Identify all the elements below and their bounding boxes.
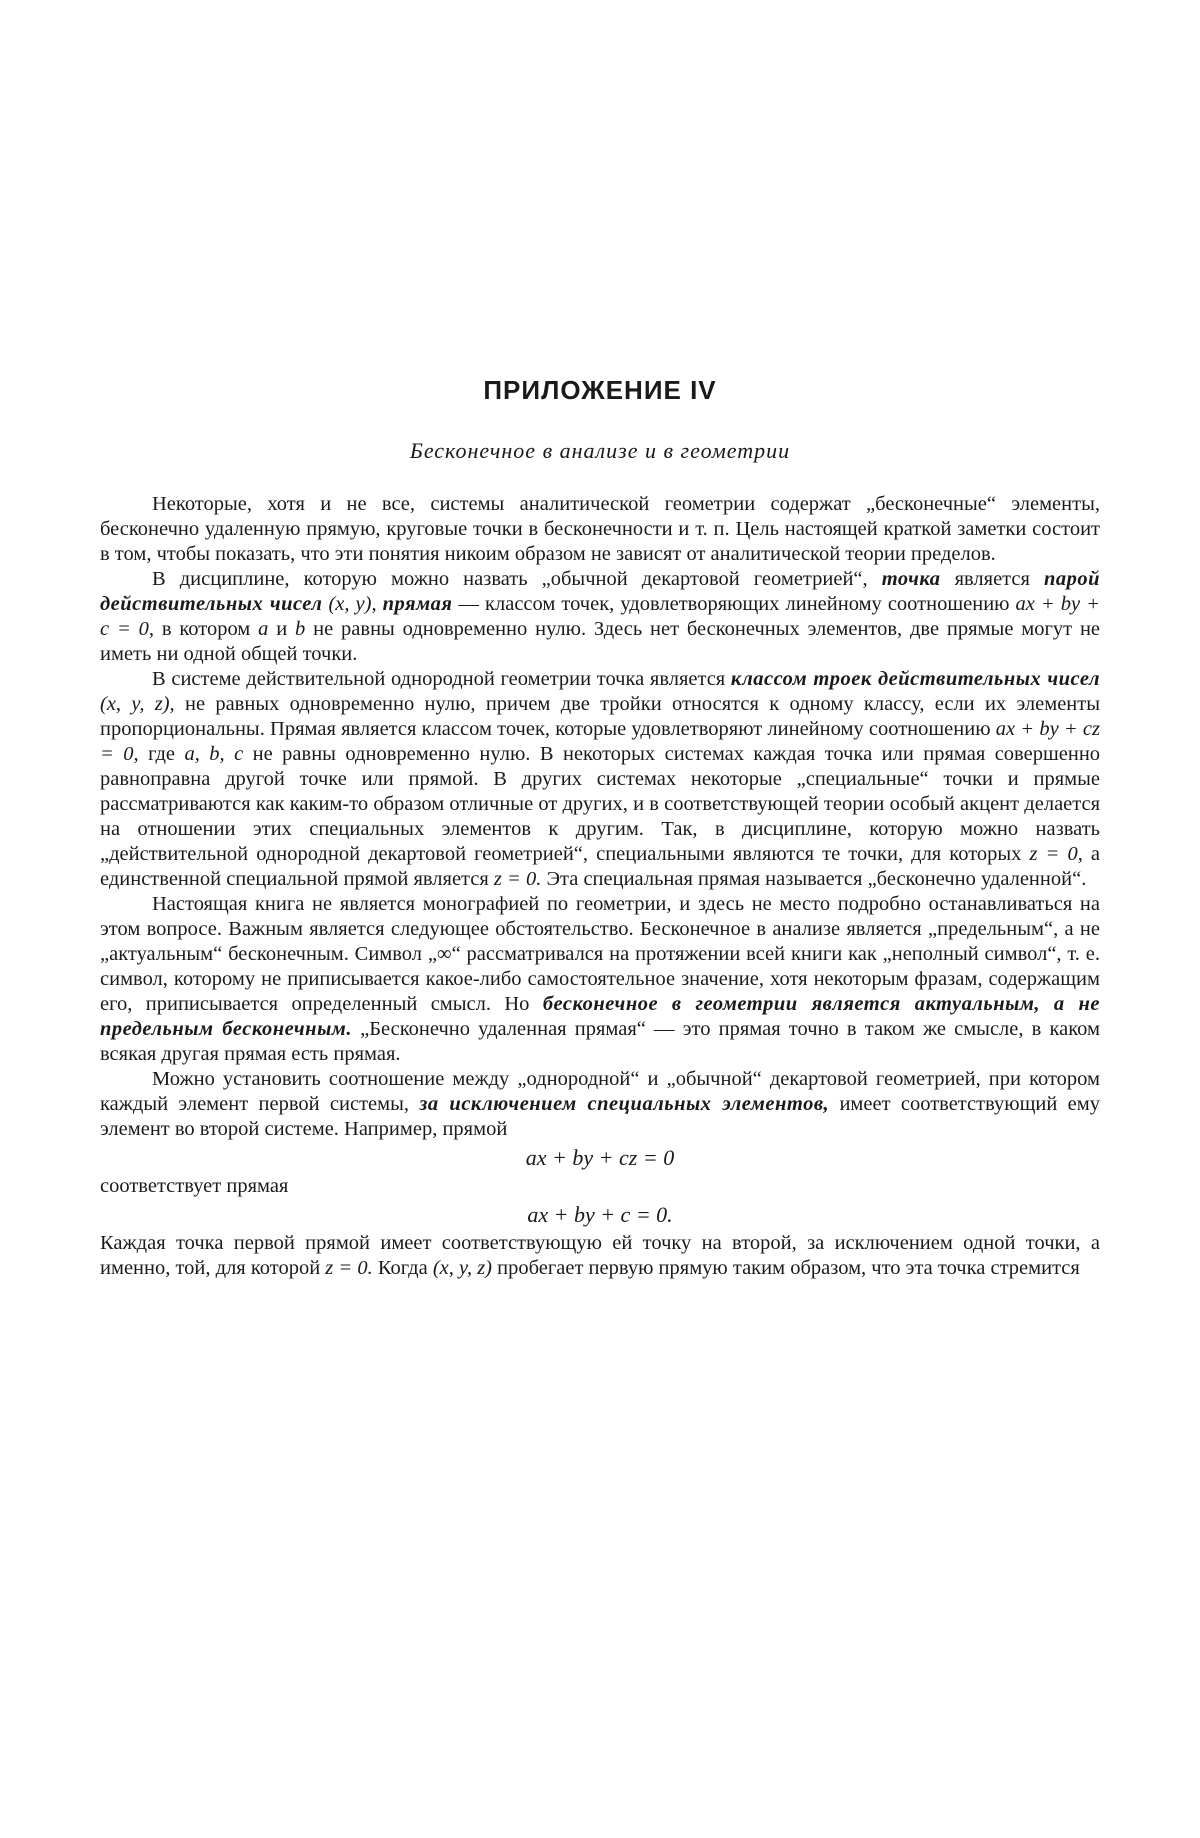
paragraph-7 bbox=[100, 1231, 1100, 1281]
math-span: a, b, c bbox=[184, 743, 244, 765]
text-span: является bbox=[954, 568, 1030, 590]
math-span: b bbox=[295, 618, 306, 640]
appendix-heading: ПРИЛОЖЕНИЕ IV bbox=[483, 375, 717, 405]
text-span: не равны одновременно нулю. В некоторых системах каждая точка или прямая совершенно равноправна другой точке или прямой. В других системах некоторые „специальные“ точки и прямые рассматриваются как каким-то образом отличные от других, и в соответствующей теории особый акцент делается на отношении этих специальных элементов к другим. Так, в дисциплине, которую можно назвать „действительной однородной декартовой геометрией“, специальными являются те точки, для которых bbox=[100, 743, 1101, 865]
math-span: (x, y), bbox=[328, 593, 377, 615]
emphasis-span: за исключением специальных элементов, bbox=[419, 1093, 830, 1115]
text-span: „Бесконечно удаленная прямая“ — это прямая точно в таком же смысле, в каком всякая другая прямая есть прямая. bbox=[100, 1018, 1101, 1065]
text-span: не равных одновременно нулю, причем две тройки относятся к одному классу, если их элементы пропорциональны. Прямая является классом точек, которые удовлетворяют линейному соотношению bbox=[100, 693, 1100, 740]
math-span: ax + by + c = 0, bbox=[100, 593, 1101, 640]
paragraph-2 bbox=[100, 567, 1100, 667]
math-span: z = 0, bbox=[1029, 843, 1083, 865]
formula-ordinary-line: ax + by + c = 0. bbox=[527, 1202, 673, 1227]
text-span: В дисциплине, которую можно назвать „обычной декартовой геометрией“, bbox=[152, 568, 868, 590]
text-span: В системе действительной однородной геометрии точка является bbox=[152, 668, 726, 690]
emphasis-span: прямая bbox=[382, 593, 453, 615]
text-span: — классом точек, удовлетворяющих линейному соотношению bbox=[458, 593, 1010, 615]
text-span: а единственной специальной прямой является bbox=[100, 843, 1101, 890]
paragraph-4 bbox=[100, 892, 1100, 1067]
body-text bbox=[100, 492, 1100, 1281]
emphasis-span: классом троек действительных чисел bbox=[730, 668, 1100, 690]
paragraph-5 bbox=[100, 1067, 1100, 1142]
text-span: где bbox=[148, 743, 176, 765]
formula-homogeneous-line: ax + by + cz = 0 bbox=[525, 1145, 675, 1170]
math-span: ax + by + cz = 0, bbox=[100, 718, 1100, 765]
emphasis-span: бесконечное в геометрии является актуальным, а не предельным бесконечным. bbox=[100, 993, 1100, 1040]
appendix-subtitle: Бесконечное в анализе и в геометрии bbox=[409, 438, 791, 463]
text-span: не равны одновременно нулю. Здесь нет бесконечных элементов, две прямые могут не иметь ни одной общей точки. bbox=[100, 618, 1101, 665]
math-span: a bbox=[258, 618, 269, 640]
text-span: Настоящая книга не является монографией по геометрии, и здесь не место подробно останавливаться на этом вопросе. Важным является следующее обстоятельство. Бесконечное в анализе является „предельным“, а не „актуальным“ бесконечным. Символ „∞“ рассматривался на протяжении всей книги как „неполный символ“, т. е. символ, которому не приписывается какое-либо самостоятельное значение, хотя некоторым фразам, содержащим его, приписывается определенный смысл. Но bbox=[100, 893, 1100, 1015]
paragraph-1: Некоторые, хотя и не все, системы аналитической геометрии содержат „бесконечные“ элементы, бесконечно удаленную прямую, круговые точки в бесконечности и т. п. Цель настоящей краткой заметки состоит в том, чтобы показать, что эти понятия никоим образом не зависят от аналитической теории пределов. bbox=[100, 493, 1100, 565]
text-span: Можно установить соотношение между „однородной“ и „обычной“ декартовой геометрией, при котором каждый элемент первой системы, bbox=[100, 1068, 1100, 1115]
emphasis-span: парой действительных чисел bbox=[100, 568, 1101, 615]
paragraph-3 bbox=[100, 667, 1100, 892]
text-span: Эта специальная прямая называется „бесконечно удаленной“. bbox=[546, 868, 1087, 890]
text-span: и bbox=[276, 618, 288, 640]
math-span: (x, y, z), bbox=[100, 693, 175, 715]
text-span: имеет соответствующий ему элемент во второй системе. Например, прямой bbox=[100, 1093, 1100, 1140]
math-span: z = 0. bbox=[325, 1257, 373, 1279]
text-span: Каждая точка первой прямой имеет соответствующую ей точку на второй, за исключением одной точки, а именно, той, для которой bbox=[100, 1232, 1100, 1279]
emphasis-span: точка bbox=[881, 568, 941, 590]
text-span: пробегает первую прямую таким образом, что эта точка стремится bbox=[497, 1257, 1080, 1279]
math-span: (x, y, z) bbox=[432, 1257, 493, 1279]
text-span: Когда bbox=[377, 1257, 428, 1279]
math-span: z = 0. bbox=[493, 868, 542, 890]
paragraph-6: соответствует прямая bbox=[100, 1175, 289, 1197]
text-span: в котором bbox=[161, 618, 251, 640]
